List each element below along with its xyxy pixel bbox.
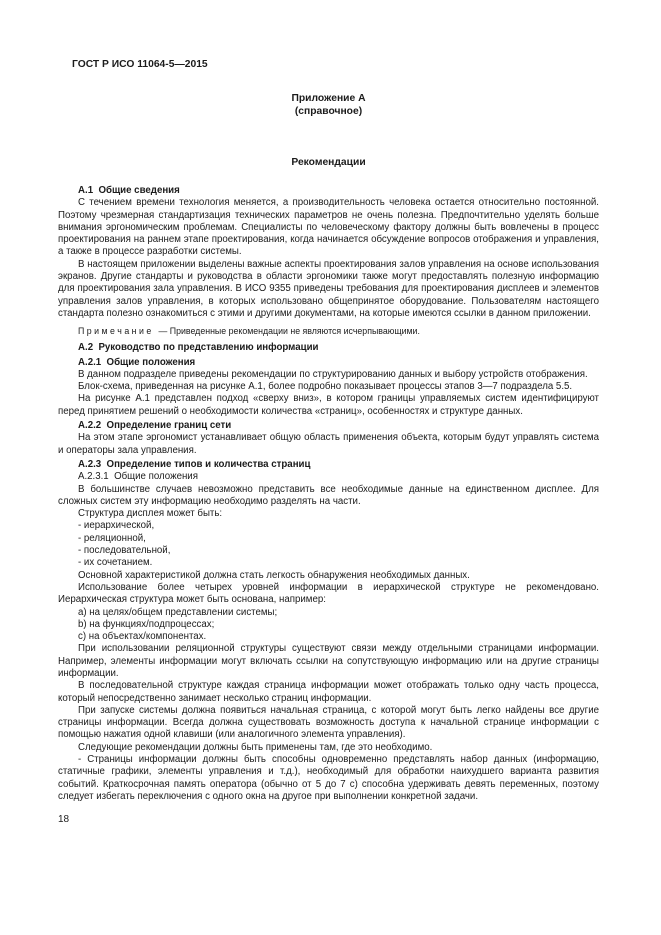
para-a2-1-2: Блок-схема, приведенная на рисунке А.1, более подробно показывает процессы этапов 3—7 подраздела 5.5. xyxy=(78,381,573,393)
appendix-label: Приложение А xyxy=(291,93,366,104)
appendix-header xyxy=(58,92,599,118)
para-a2-1-1: В данном подразделе приведены рекомендации по структурированию данных и выбору устройств отображения. xyxy=(78,368,588,380)
para-sequential-structure: В последовательной структуре каждая страница информации может отображать только одну часть процесса, который непосредственно занимает несколько страниц информации. xyxy=(58,680,599,704)
list-item-combination: - их сочетанием. xyxy=(78,557,153,569)
para-info-pages-recommendation: - Страницы информации должны быть способны одновременно представлять набор данных (информацию, статичные графики, элементы управления и т.д.), необходимый для обработки наихудшего варианта развития событий. Краткосрочная память оператора (обычно от 5 до 7 с) способна удерживать девять переменных, поэтому следует избегать переключения с одного окна на другое при выполнении конкретной задачи. xyxy=(58,754,599,802)
para-hierarchy-levels: Использование более четырех уровней информации в иерархической структуре не рекомендовано. Иерархическая структура может быть основана, например: xyxy=(58,581,599,606)
heading-a2-2: А.2.2 Определение границ сети xyxy=(78,420,232,432)
note-a1: П р и м е ч а н и е — Приведенные рекомендации не являются исчерпывающими. xyxy=(78,326,420,337)
heading-a2-1: А.2.1 Общие положения xyxy=(78,356,196,368)
list-item-relational: - реляционной, xyxy=(78,532,146,544)
list-item-c: c) на объектах/компонентах. xyxy=(78,631,207,643)
heading-a1: А.1 Общие сведения xyxy=(78,185,180,196)
heading-a2-3: А.2.3 Определение типов и количества страниц xyxy=(78,458,311,470)
para-relational-structure: При использовании реляционной структуры существуют связи между отдельными страницами информации. Например, элементы информации могут включать ссылки на сопутствующую информацию или на другие страницы информации. xyxy=(58,643,599,679)
para-a1-2: В настоящем приложении выделены важные аспекты проектирования залов управления на основе использования экранов. Другие стандарты и руководства в области эргономики также могут предоставлять полезную информацию для проектирования зала управления. В ИСО 9355 приведены требования для проектирования дисплеев и элементов управления залов управления, в которых использовано общепринятое оборудование. Пользователям настоящего стандарта полезно ознакомиться с этими и другими документами, на которые имеются ссылки в данном приложении. xyxy=(58,258,599,319)
document-body xyxy=(58,185,599,803)
page-number: 18 xyxy=(58,814,70,826)
para-a2-2-1: На этом этапе эргономист устанавливает общую область применения объекта, которым будут управлять система и операторы зала управления. xyxy=(58,432,599,456)
list-item-sequential: - последовательной, xyxy=(78,545,171,557)
list-item-b: b) на функциях/подпроцессах; xyxy=(78,618,215,630)
para-a2-1-3: На рисунке А.1 представлен подход «сверху вниз», в котором границы управляемых систем идентифицируют перед принятием решений о необходимости количества «страниц», особенностях и структуре данных. xyxy=(58,393,599,417)
appendix-title: Рекомендации xyxy=(291,157,366,168)
para-a2-3-1-1: В большинстве случаев невозможно представить все необходимые данные на единственном дисплее. Для сложных систем эту информацию необходимо разделять на части. xyxy=(58,483,599,507)
para-main-characteristic: Основной характеристикой должна стать легкость обнаружения необходимых данных. xyxy=(78,569,470,581)
list-item-hierarchical: - иерархической, xyxy=(78,520,155,532)
para-structure-intro: Структура дисплея может быть: xyxy=(78,508,223,520)
list-item-a: a) на целях/общем представлении системы; xyxy=(78,606,278,618)
appendix-kind: (справочное) xyxy=(294,106,363,117)
document-code: ГОСТ Р ИСО 11064-5—2015 xyxy=(72,59,208,70)
para-a1-1: С течением времени технология меняется, а производительность человека остается относительно постоянной. Поэтому чрезмерная стандартизация технических параметров не очень полезна. Предпочтительно уделять больше внимания эргономическим проблемам. Специалисты по человеческому фактору должны быть вовлечены в процесс проектирования на раннем этапе проектирования, когда начинается обсуждение вопросов отображения и управления, а также в процессе разработки системы. xyxy=(58,197,599,258)
subheading-a2-3-1: А.2.3.1 Общие положения xyxy=(78,471,198,483)
para-start-page: При запуске системы должна появиться начальная страница, с которой могут быть легко найдены все другие страницы информации. Всегда должна существовать возможность доступа к начальной странице информации с помощью нажатия одной клавиши (или аналогичного элемента управления). xyxy=(58,704,599,741)
heading-a2: А.2 Руководство по представлению информации xyxy=(78,342,319,354)
para-following-recommendations: Следующие рекомендации должны быть применены там, где это необходимо. xyxy=(78,741,433,753)
